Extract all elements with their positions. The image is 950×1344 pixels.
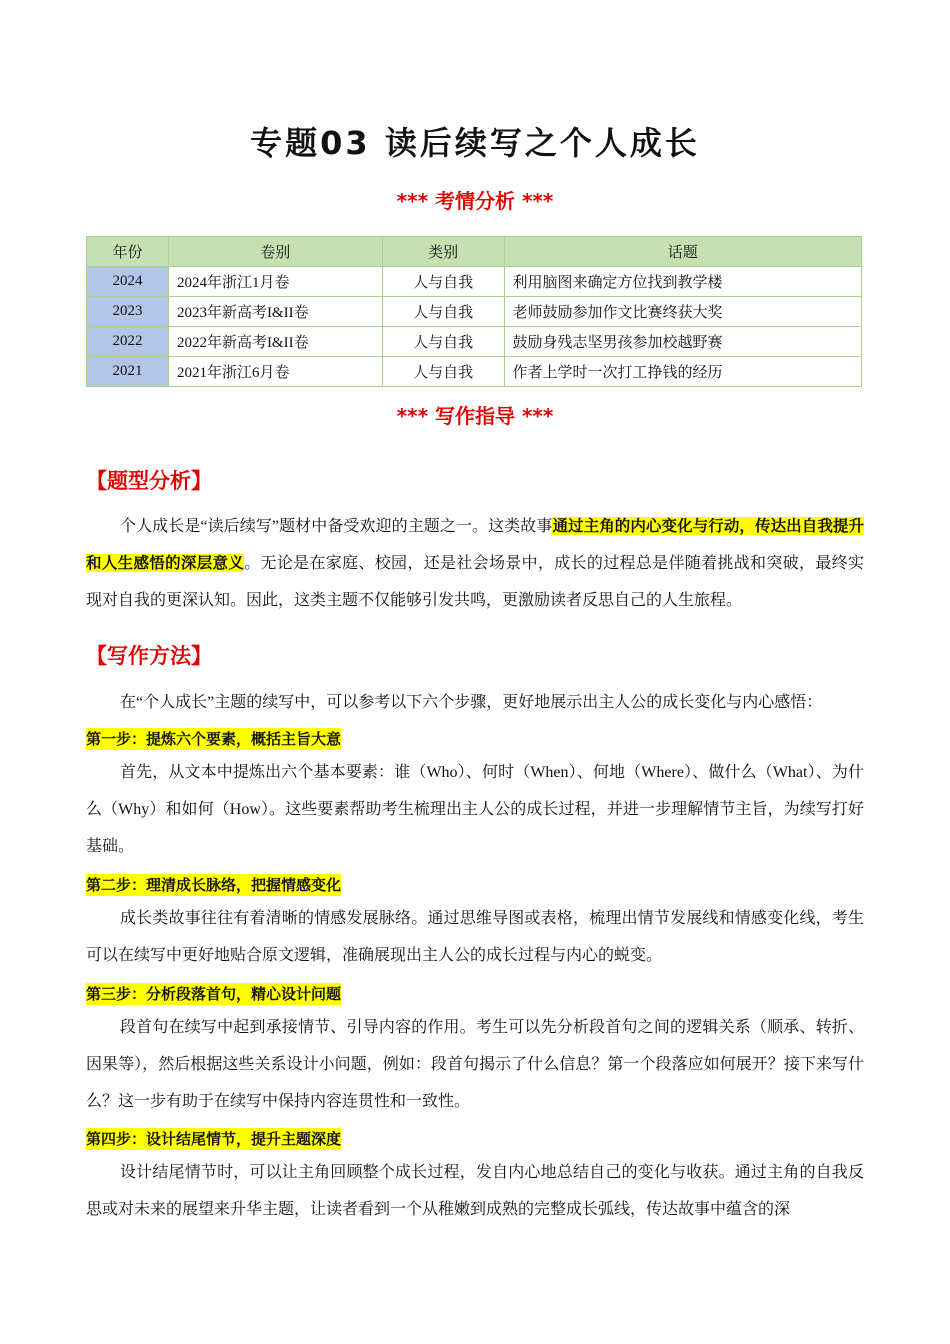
header-paper: 卷别 bbox=[168, 237, 382, 267]
cell-paper: 2023年新高考I&II卷 bbox=[168, 297, 382, 327]
step-4-title: 第四步：设计结尾情节，提升主题深度 bbox=[86, 1130, 342, 1148]
document-title: 专题03 读后续写之个人成长 bbox=[250, 124, 700, 162]
cell-category: 人与自我 bbox=[382, 297, 504, 327]
cell-year: 2024 bbox=[87, 267, 169, 297]
paragraph-text: 个人成长是“读后续写”题材中备受欢迎的主题之一。这类故事 bbox=[120, 518, 553, 535]
step-1-title: 第一步：提炼六个要素，概括主旨大意 bbox=[86, 730, 342, 748]
cell-paper: 2021年浙江6月卷 bbox=[168, 357, 382, 387]
type-analysis-heading: 【题型分析】 bbox=[86, 469, 212, 493]
cell-topic: 作者上学时一次打工挣钱的经历 bbox=[504, 357, 862, 387]
writing-method-intro: 在“个人成长”主题的续写中，可以参考以下六个步骤，更好地展示出主人公的成长变化与内心感悟： bbox=[120, 694, 823, 711]
cell-category: 人与自我 bbox=[382, 357, 504, 387]
cell-topic: 利用脑图来确定方位找到教学楼 bbox=[504, 267, 862, 297]
cell-topic: 老师鼓励参加作文比赛终获大奖 bbox=[504, 297, 862, 327]
cell-year: 2022 bbox=[87, 327, 169, 357]
step-3-text: 段首句在续写中起到承接情节、引导内容的作用。考生可以先分析段首句之间的逻辑关系（顺承、转折、因果等），然后根据这些关系设计小问题，例如：段首句揭示了什么信息？第一个段落应如何展开？接下来写什么？这一步有助于在续写中保持内容连贯性和一致性。 bbox=[86, 1019, 864, 1110]
exam-analysis-heading: *** 考情分析 *** bbox=[396, 189, 554, 213]
step-2-title: 第二步：理清成长脉络，把握情感变化 bbox=[86, 876, 342, 894]
cell-paper: 2022年新高考I&II卷 bbox=[168, 327, 382, 357]
header-category: 类别 bbox=[382, 237, 504, 267]
table-row bbox=[87, 357, 862, 387]
exam-table bbox=[86, 236, 862, 387]
cell-year: 2023 bbox=[87, 297, 169, 327]
cell-year: 2021 bbox=[87, 357, 169, 387]
step-1-text: 首先，从文本中提炼出六个基本要素：谁（Who）、何时（When）、何地（Where）、做什么（What）、为什么（Why）和如何（How）。这些要素帮助考生梳理出主人公的成长过程，并进一步理解情节主旨，为续写打好基础。 bbox=[86, 764, 864, 855]
paragraph-text: 。无论是在家庭、校园，还是社会场景中，成长的过程总是伴随着挑战和突破，最终实现对自我的更深认知。因此，这类主题不仅能够引发共鸣，更激励读者反思自己的人生旅程。 bbox=[86, 555, 864, 609]
step-4-text: 设计结尾情节时，可以让主角回顾整个成长过程，发自内心地总结自己的变化与收获。通过主角的自我反思或对未来的展望来升华主题，让读者看到一个从稚嫩到成熟的完整成长弧线，传达故事中蕴含的深 bbox=[86, 1164, 864, 1218]
table-header-row bbox=[87, 237, 862, 267]
cell-category: 人与自我 bbox=[382, 327, 504, 357]
table-row bbox=[87, 267, 862, 297]
step-3-title: 第三步：分析段落首句，精心设计问题 bbox=[86, 985, 342, 1003]
cell-category: 人与自我 bbox=[382, 267, 504, 297]
cell-paper: 2024年浙江1月卷 bbox=[168, 267, 382, 297]
writing-guide-heading: *** 写作指导 *** bbox=[396, 404, 554, 428]
header-year: 年份 bbox=[87, 237, 169, 267]
highlighted-text: 通过主角的内心变化与行动，传达出自我提升和人生感悟的深层意义 bbox=[86, 517, 864, 572]
writing-method-heading: 【写作方法】 bbox=[86, 644, 212, 668]
type-analysis-paragraph bbox=[86, 508, 864, 619]
cell-topic: 鼓励身残志坚男孩参加校越野赛 bbox=[504, 327, 862, 357]
step-2-text: 成长类故事往往有着清晰的情感发展脉络。通过思维导图或表格，梳理出情节发展线和情感变化线，考生可以在续写中更好地贴合原文逻辑，准确展现出主人公的成长过程与内心的蜕变。 bbox=[86, 910, 864, 964]
table-row bbox=[87, 297, 862, 327]
table-row bbox=[87, 327, 862, 357]
header-topic: 话题 bbox=[504, 237, 862, 267]
